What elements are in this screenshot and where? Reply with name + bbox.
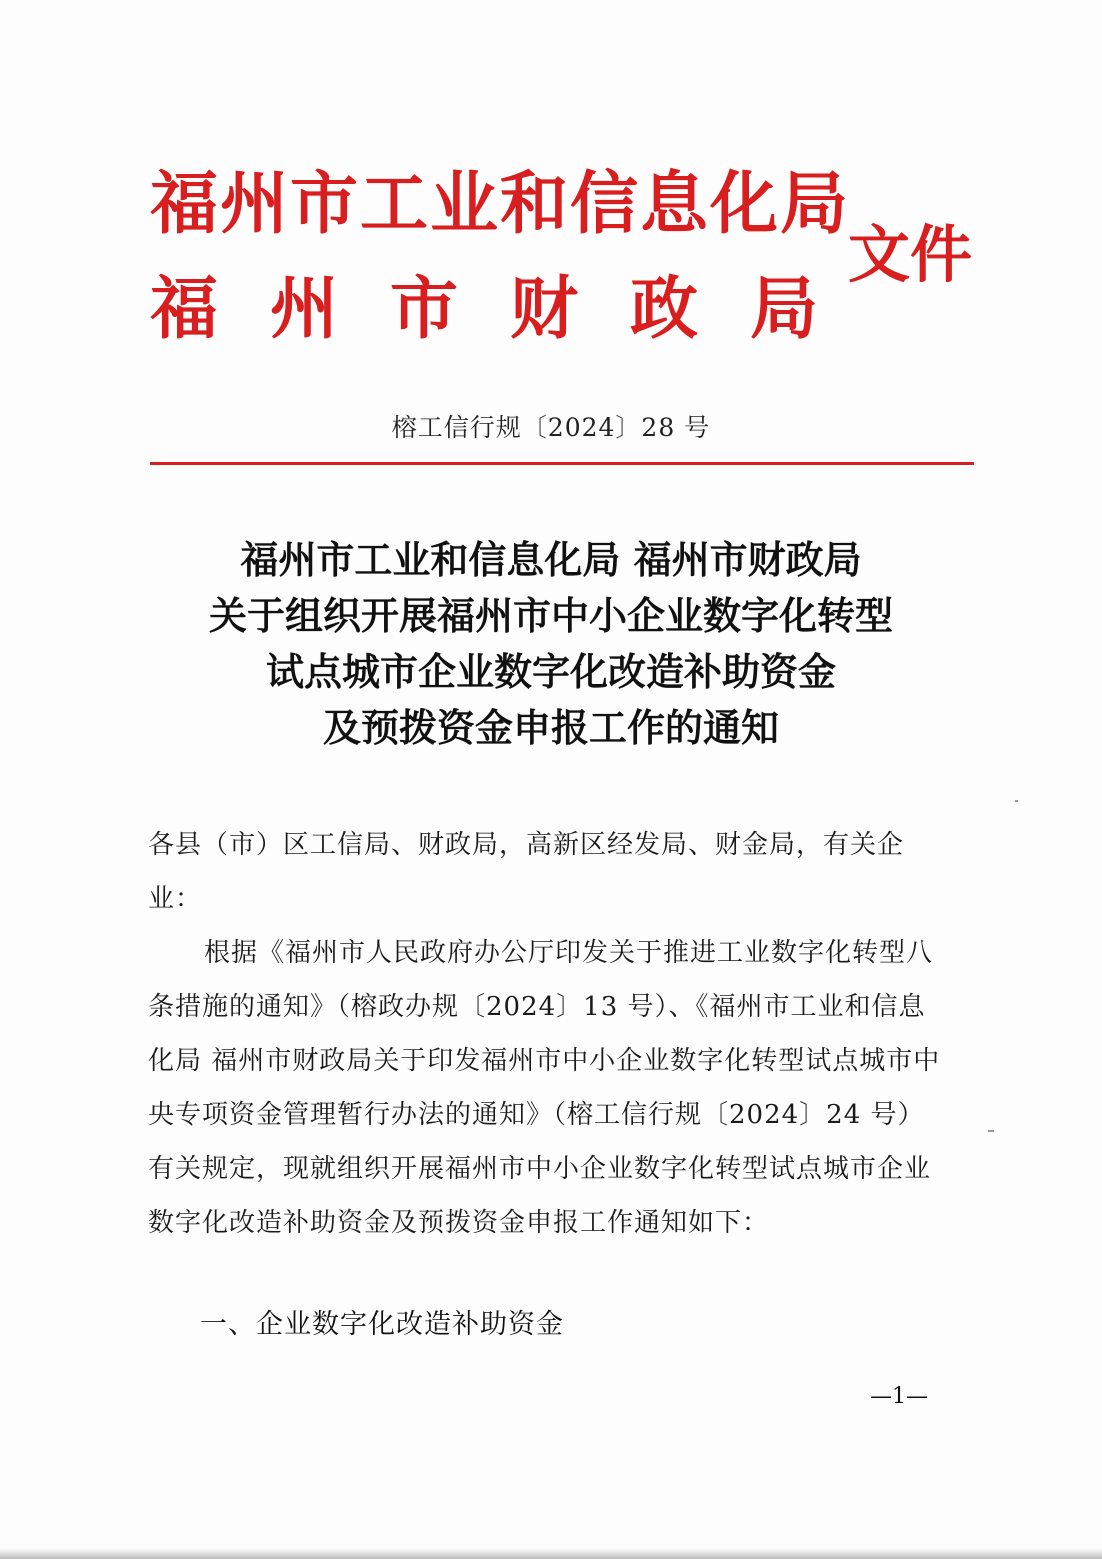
- title-line: 及预拨资金申报工作的通知: [322, 705, 779, 750]
- scan-bottom-edge: [0, 1548, 1102, 1559]
- salutation: 各县（市）区工信局、财政局，高新区经发局、财金局，有关企业：: [148, 830, 905, 914]
- issuer-name-1: 福州市工业和信息化局: [150, 164, 851, 244]
- title-line: 福州市工业和信息化局 福州市财政局: [240, 537, 862, 582]
- document-type-label: 文件: [848, 218, 973, 291]
- issuer-name-2: 福州市财政局: [150, 269, 871, 349]
- title-line: 试点城市企业数字化改造补助资金: [265, 649, 836, 694]
- red-divider: [150, 462, 974, 465]
- page-number: —1—: [870, 1384, 928, 1409]
- body-paragraph: 根据《福州市人民政府办公厅印发关于推进工业数字化转型八条措施的通知》（榕政办规〔2024〕13 号）、《福州市工业和信息化局 福州市财政局关于印发福州市中小企业数字化转型试点城市中央专项资金管理暂行办法的通知》（榕工信行规〔2024〕24 号）有关规定，现就组织开展福州市中小企业数字化转型试点城市企业数字化改造补助资金及预拨资金申报工作通知如下：: [148, 938, 941, 1238]
- scan-speck: [988, 1130, 994, 1132]
- document-title: [0, 532, 1102, 756]
- section-heading: 一、企业数字化改造补助资金: [200, 1309, 564, 1340]
- title-line: 关于组织开展福州市中小企业数字化转型: [208, 593, 893, 638]
- scan-speck: [1015, 800, 1018, 802]
- document-number: 榕工信行规〔2024〕28 号: [391, 413, 711, 442]
